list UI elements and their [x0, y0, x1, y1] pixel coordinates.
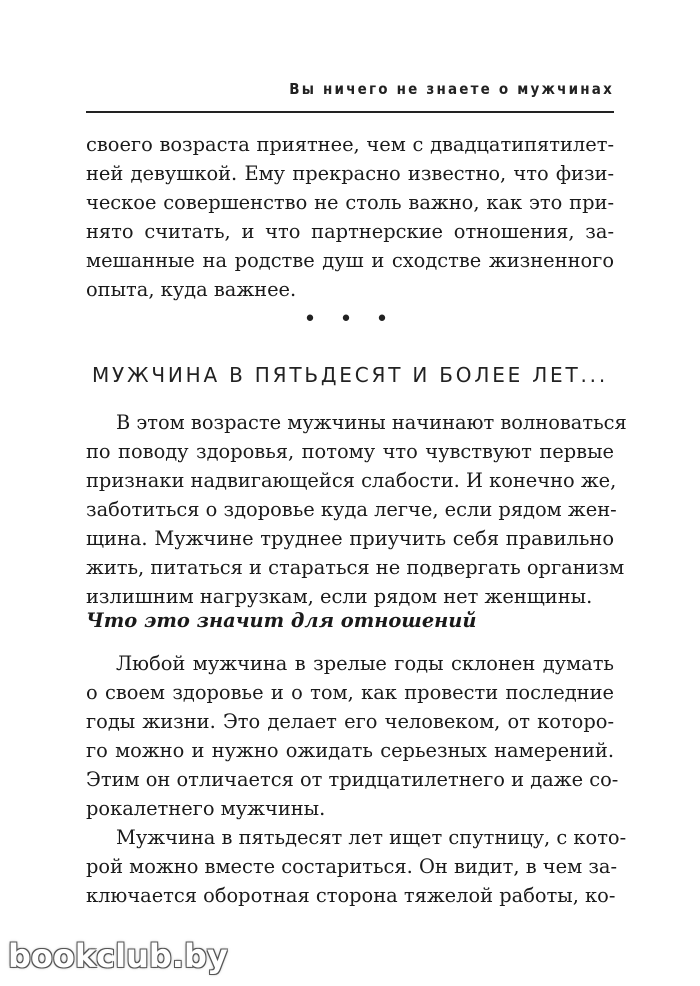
section-heading: МУЖЧИНА В ПЯТЬДЕСЯТ И БОЛЕЕ ЛЕТ... [91, 363, 608, 387]
text-line: признаки надвигающейся слабости. И конечно же, [86, 469, 617, 492]
text-line: мешанные на родстве душ и сходстве жизненного [86, 249, 614, 272]
text-line: рокалетнего мужчины. [86, 797, 326, 820]
running-head: Вы ничего не знаете о мужчинах [289, 80, 614, 98]
text-line: годы жизни. Это делает его человеком, от которо- [86, 710, 614, 733]
header-rule [86, 111, 614, 113]
text-line: Любой мужчина в зрелые годы склонен думать [116, 652, 614, 675]
text-line: щина. Мужчине труднее приучить себя правильно [86, 527, 614, 550]
text-line: по поводу здоровья, потому что чувствуют первые [86, 440, 614, 463]
text-line: ней девушкой. Ему прекрасно известно, что физи- [86, 162, 614, 185]
text-line: нято считать, и что партнерские отношения, за- [86, 220, 614, 243]
subheading: Что это значит для отношений [86, 609, 477, 632]
text-line: о своем здоровье и о том, как провести последние [86, 681, 614, 704]
text-line: ческое совершенство не столь важно, как это при- [86, 191, 614, 214]
text-line: опыта, куда важнее. [86, 278, 297, 301]
text-line: рой можно вместе состариться. Он видит, в чем за- [86, 855, 618, 878]
section-separator: • • • [303, 307, 397, 332]
text-line: Мужчина в пятьдесят лет ищет спутницу, с кото- [116, 826, 627, 849]
watermark-logo: bookclub.by [8, 937, 228, 975]
text-line: жить, питаться и стараться не подвергать организм [86, 556, 625, 579]
text-line: В этом возрасте мужчины начинают волноваться [116, 411, 627, 434]
text-line: го можно и нужно ожидать серьезных намерений. [86, 739, 614, 762]
text-line: заботиться о здоровье куда легче, если рядом жен- [86, 498, 617, 521]
text-line: Этим он отличается от тридцатилетнего и даже со- [86, 768, 619, 791]
text-line: своего возраста приятнее, чем с двадцатипятилет- [86, 133, 614, 156]
text-line: излишним нагрузкам, если рядом нет женщины. [86, 585, 593, 608]
text-line: ключается оборотная сторона тяжелой работы, ко- [86, 884, 616, 907]
